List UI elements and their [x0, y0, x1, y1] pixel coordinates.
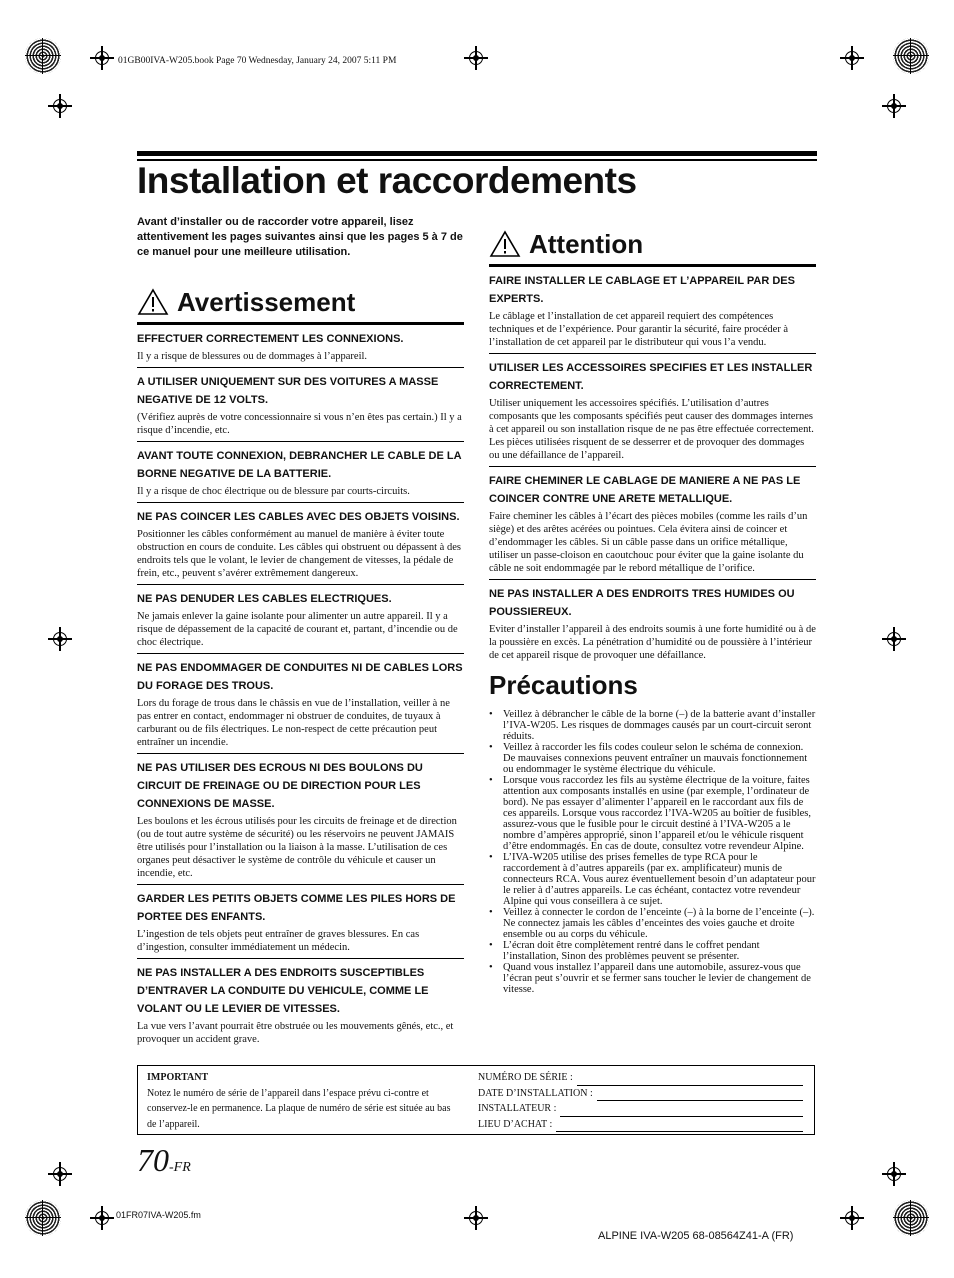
attention-item-text: Eviter d’installer l’appareil à des endroits soumis à une forte humidité ou à de la poussière en excès. La pénétration d’humidité ou de poussière à l’intérieur de cet appareil risque de provoquer une défaillance. — [489, 624, 816, 661]
avertissement-item-text: (Vérifiez auprès de votre concessionnaire si vous n’en êtes pas certain.) Il y a risque d’incendie, etc. — [137, 412, 462, 436]
footer-model-code: ALPINE IVA-W205 68-08564Z41-A (FR) — [598, 1230, 794, 1242]
attention-item — [489, 354, 816, 467]
crop-mark-left-middle — [48, 627, 72, 651]
avertissement-item — [137, 754, 464, 885]
important-left — [147, 1070, 457, 1132]
crop-mark-bottom-center — [464, 1206, 488, 1230]
crop-mark-bottom-left — [90, 1206, 114, 1230]
attention-item-text: Utiliser uniquement les accessoires spécifiés. L’utilisation d’autres composants que les composants spécifiés peut causer des dommages internes à cet appareil ou son installation risque de ne pas être effectuée correctement. Les pièces utilisées risquent de se desserrer et de provoquer des dommages ou une défaillance de l’appareil. — [489, 398, 814, 461]
important-text: Notez le numéro de série de l’appareil dans l’espace prévu ci-contre et conservez-le en permanence. La plaque de numéro de série est située au bas de l’appareil. — [147, 1087, 451, 1130]
avertissement-item — [137, 585, 464, 654]
attention-item-heading: FAIRE INSTALLER LE CABLAGE ET L’APPAREIL PAR DES EXPERTS. — [489, 275, 795, 305]
avertissement-item — [137, 654, 464, 754]
avertissement-item-heading: EFFECTUER CORRECTEMENT LES CONNEXIONS. — [137, 333, 404, 345]
precaution-item: • Veillez à connecter le cordon de l’enceinte (–) à la borne de l’enceinte (–). Ne connectez jamais les câbles d’enceintes des voies gauche et droite ensemble ou au corps du véhicule. — [489, 907, 816, 940]
avertissement-item — [137, 503, 464, 585]
attention-item — [489, 467, 816, 580]
avertissement-item-text: Lors du forage de trous dans le châssis en vue de l’installation, veiller à ne pas entrer en contact, endommager ni obstruer de conduites, de tuyaux à carburant ou de fils électriques. Le non-respect de cette précaution peut entraîner un incendie. — [137, 698, 450, 748]
avertissement-item-text: Positionner les câbles conformément au manuel de manière à éviter toute obstruction en cours de conduite. Les câbles qui obstruent ou dépassent à des endroits tels que le volant, le levier de changement de vitesses, la pédale de frein, etc., peuvent s’avérer extrêmement dangereux. — [137, 529, 461, 579]
avertissement-items — [137, 325, 464, 1050]
attention-section — [489, 226, 816, 666]
attention-heading — [489, 226, 816, 262]
page-number: 70-FR — [137, 1142, 191, 1178]
avertissement-item-text: Il y a risque de blessures ou de dommages à l’appareil. — [137, 351, 368, 362]
avertissement-item — [137, 885, 464, 959]
avertissement-item-heading: GARDER LES PETITS OBJETS COMME LES PILES HORS DE PORTEE DES ENFANTS. — [137, 893, 456, 923]
avertissement-section — [137, 284, 464, 1050]
avertissement-heading — [137, 284, 464, 320]
crop-mark-top-right — [840, 46, 864, 70]
precautions-title: Précautions — [489, 670, 638, 700]
installation-date-field[interactable]: DATE D’INSTALLATION : — [478, 1086, 803, 1102]
avertissement-title: Avertissement — [177, 286, 356, 317]
attention-item-heading: NE PAS INSTALLER A DES ENDROITS TRES HUMIDES OU POUSSIEREUX. — [489, 588, 795, 618]
title-rule-thick — [137, 151, 817, 156]
crop-mark-bottom-right — [840, 1206, 864, 1230]
attention-item-heading: FAIRE CHEMINER LE CABLAGE DE MANIERE A NE PAS LE COINCER CONTRE UNE ARETE METALLIQUE. — [489, 475, 801, 505]
avertissement-item-heading: NE PAS DENUDER LES CABLES ELECTRIQUES. — [137, 593, 392, 605]
crop-mark-right-lower — [882, 1162, 906, 1186]
avertissement-item-heading: AVANT TOUTE CONNEXION, DEBRANCHER LE CABLE DE LA BORNE NEGATIVE DE LA BATTERIE. — [137, 450, 462, 480]
registration-mark-bottom-right — [893, 1200, 929, 1236]
important-box — [137, 1065, 815, 1135]
place-of-purchase-field[interactable]: LIEU D’ACHAT : — [478, 1117, 803, 1133]
precautions-list — [489, 709, 816, 995]
avertissement-item-text: La vue vers l’avant pourrait être obstruée ou les mouvements gênés, etc., et provoquer un accident grave. — [137, 1021, 454, 1045]
avertissement-item-heading: NE PAS INSTALLER A DES ENDROITS SUSCEPTIBLES D’ENTRAVER LA CONDUITE DU VEHICULE, COMME LE VOLANT OU LE LEVIER DE VITESSES. — [137, 967, 429, 1015]
attention-item-heading: UTILISER LES ACCESSOIRES SPECIFIES ET LES INSTALLER CORRECTEMENT. — [489, 362, 813, 392]
left-column — [137, 215, 464, 1050]
avertissement-item-heading: NE PAS ENDOMMAGER DE CONDUITES NI DE CABLES LORS DU FORAGE DES TROUS. — [137, 662, 463, 692]
avertissement-item-text: Les boulons et les écrous utilisés pour les circuits de freinage et de direction (ou de tout autre système de sécurité) ou les réservoirs ne peuvent JAMAIS être utilisés pour l’installation ou la liaison à la masse. L’utilisation de ces organes peut désactiver le système de contrôle du véhicule et causer un incendie, etc. — [137, 816, 457, 879]
precaution-item: • Quand vous installez l’appareil dans une automobile, assurez-vous que l’écran peut s’ouvrir et se fermer sans toucher le levier de changement de vitesse. — [489, 962, 816, 995]
important-fields — [478, 1070, 803, 1132]
crop-mark-right-middle — [882, 627, 906, 651]
registration-mark-bottom-left — [25, 1200, 61, 1236]
precaution-item: • L’IVA-W205 utilise des prises femelles de type RCA pour le raccordement à d’autres appareils (par ex. amplificateur) munis de connecteurs RCA. Vous aurez éventuellement besoin d’un adaptateur pour le relier à d’autres appareils. Le cas échéant, contactez votre revendeur Alpine qui vous conseillera à ce sujet. — [489, 852, 816, 907]
file-info-header: 01GB00IVA-W205.book Page 70 Wednesday, January 24, 2007 5:11 PM — [118, 56, 397, 66]
important-title: IMPORTANT — [147, 1072, 209, 1083]
avertissement-item — [137, 325, 464, 368]
attention-item — [489, 580, 816, 666]
page-title: Installation et raccordements — [137, 160, 637, 201]
serial-number-field[interactable]: NUMÉRO DE SÉRIE : — [478, 1070, 803, 1086]
crop-mark-top-center — [464, 46, 488, 70]
avertissement-item-text: Ne jamais enlever la gaine isolante pour alimenter un autre appareil. Il y a risque de dépassement de la capacité de courant et, partant, d’incendie ou de choc électrique. — [137, 611, 458, 648]
attention-item-text: Faire cheminer les câbles à l’écart des pièces mobiles (comme les rails d’un siège) et des arêtes acérées ou pointues. Cela évitera ainsi de coincer et d’endommager les câbles. Si un câble passe dans un orifice métallique, utiliser un passe-cloison en caoutchouc pour éviter que la gaine isolante du câble ne soit endommagée par le rebord métallique de l’orifice. — [489, 511, 808, 574]
precaution-item: • Veillez à débrancher le câble de la borne (–) de la batterie avant d’installer l’IVA-W205. Les risques de dommages causés par un court-circuit seront réduits. — [489, 709, 816, 742]
precaution-item: • Lorsque vous raccordez les fils au système électrique de la voiture, faites attention aux composants installés en usine (par exemple, l’ordinateur de bord). Ne pas essayer d’alimenter l’appareil en le raccordant aux fils de ces appareils. Lorsque vous raccordez l’IVA-W205 au boîtier de fusibles, assurez-vous que le fusible pour le circuit destiné à l’IVA-W205 a le nombre d’ampères approprié, sinon l’appareil et/ou le véhicule risquent d’être endommagés. En cas de doute, consultez votre revendeur Alpine. — [489, 775, 816, 852]
avertissement-item-heading: NE PAS UTILISER DES ECROUS NI DES BOULONS DU CIRCUIT DE FREINAGE OU DE DIRECTION POUR LES CONNEXIONS DE MASSE. — [137, 762, 423, 810]
crop-mark-left-lower — [48, 1162, 72, 1186]
crop-mark-left-upper — [48, 94, 72, 118]
warning-triangle-icon — [137, 288, 169, 316]
registration-mark-top-left — [25, 38, 61, 74]
precaution-item: • L’écran doit être complètement rentré dans le coffret pendant l’installation, Sinon des problèmes peuvent se présenter. — [489, 940, 816, 962]
right-column — [489, 226, 816, 995]
caution-triangle-icon — [489, 230, 521, 258]
attention-title: Attention — [529, 228, 644, 259]
avertissement-item — [137, 368, 464, 442]
intro-text: Avant d’installer ou de raccorder votre appareil, lisez attentivement les pages suivantes ainsi que les pages 5 à 7 de ce manuel pour une meilleure utilisation. — [137, 216, 463, 258]
attention-item — [489, 267, 816, 354]
avertissement-item-text: L’ingestion de tels objets peut entraîner de graves blessures. En cas d’ingestion, consulter immédiatement un médecin. — [137, 929, 420, 953]
footer-file-name: 01FR07IVA-W205.fm — [116, 1210, 201, 1220]
attention-items — [489, 267, 816, 666]
avertissement-item-heading: NE PAS COINCER LES CABLES AVEC DES OBJETS VOISINS. — [137, 511, 460, 523]
avertissement-item-text: Il y a risque de choc électrique ou de blessure par courts-circuits. — [137, 486, 410, 497]
installer-field[interactable]: INSTALLATEUR : — [478, 1101, 803, 1117]
crop-mark-right-upper — [882, 94, 906, 118]
avertissement-item-heading: A UTILISER UNIQUEMENT SUR DES VOITURES A MASSE NEGATIVE DE 12 VOLTS. — [137, 376, 439, 406]
avertissement-item — [137, 442, 464, 503]
registration-mark-top-right — [893, 38, 929, 74]
avertissement-item — [137, 959, 464, 1050]
precaution-item: • Veillez à raccorder les fils codes couleur selon le schéma de connexion. De mauvaises connexions peuvent entraîner un mauvais fonctionnement ou endommager le système électrique du véhicule. — [489, 742, 816, 775]
crop-mark-top-left — [90, 46, 114, 70]
attention-item-text: Le câblage et l’installation de cet appareil requiert des compétences techniques et de l’expérience. Pour garantir la sécurité, faire procéder à l’installation de cet appareil par le distributeur qui vous l’a vendu. — [489, 311, 789, 348]
